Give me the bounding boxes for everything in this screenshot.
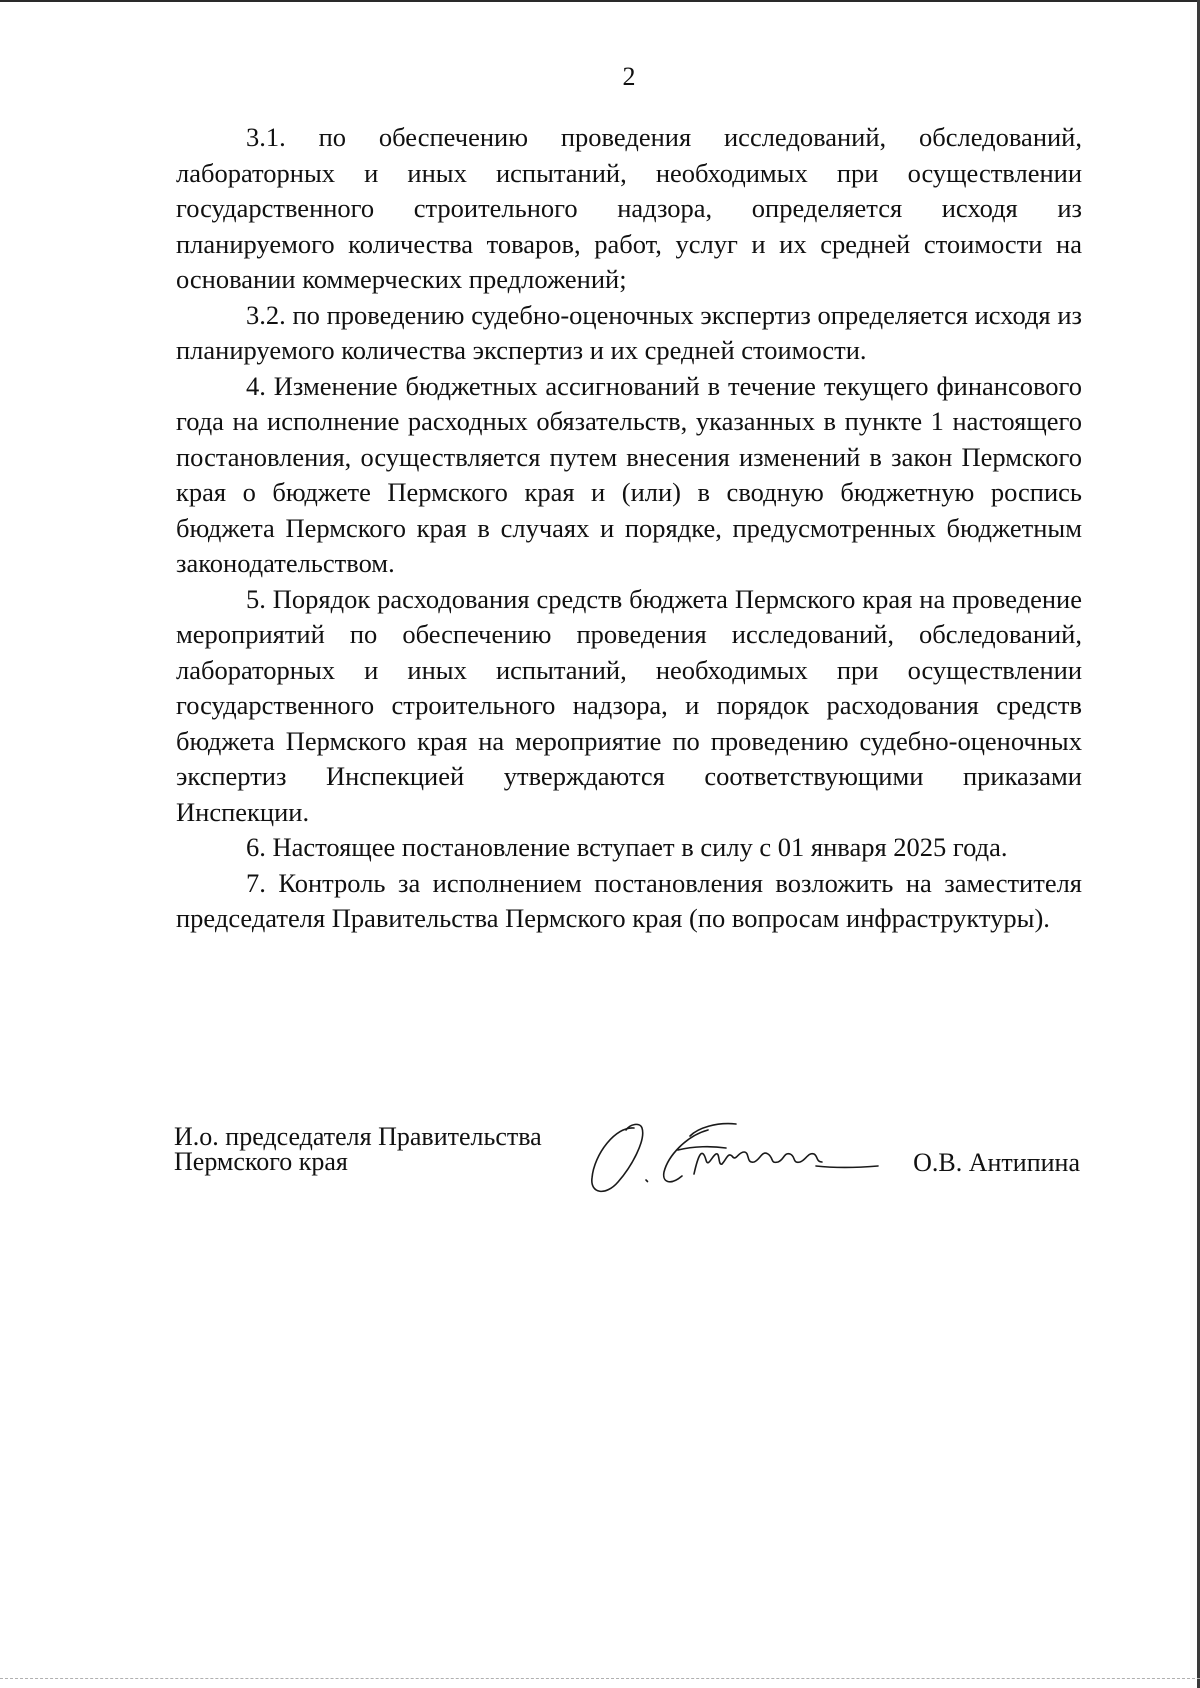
- paragraph-7: 7. Контроль за исполнением постановления возложить на заместителя председателя Правительства Пермского края (по вопросам инфраструктуры).: [176, 867, 1082, 933]
- paragraph-3-2: 3.2. по проведению судебно-оценочных экспертиз определяется исходя из планируемого количества экспертиз и их средней стоимости.: [176, 299, 1082, 365]
- signatory-title-line-2: Пермского края: [174, 1147, 348, 1176]
- signatory-title: [174, 1124, 594, 1174]
- paragraph-3-1: 3.1. по обеспечению проведения исследований, обследований, лабораторных и иных испытаний, необходимых при осуществлении государственного строительного надзора, определяется исходя из планируемого количества товаров, работ, услуг и их средней стоимости на основании коммерческих предложений;: [176, 122, 1082, 294]
- signatory-title-line-1: И.о. председателя Правительства: [174, 1122, 542, 1151]
- signature-block: [174, 1124, 1084, 1204]
- document-body: [176, 120, 1082, 937]
- paragraph-6: 6. Настоящее постановление вступает в силу с 01 января 2025 года.: [246, 832, 1008, 862]
- page-number: 2: [622, 62, 636, 91]
- signatory-name: О.В. Антипина: [913, 1148, 1080, 1177]
- scan-edge-bottom: [0, 1678, 1200, 1680]
- handwritten-signature-icon: [586, 1116, 886, 1198]
- paragraph-5: 5. Порядок расходования средств бюджета Пермского края на проведение мероприятий по обеспечению проведения исследований, обследований, лабораторных и иных испытаний, необходимых при осуществлении государственного строительного надзора, и порядок расходования средств бюджета Пермского края на мероприятие по проведению судебно-оценочных экспертиз Инспекцией утверждаются соответствующими приказами Инспекции.: [176, 583, 1082, 827]
- scan-edge-top: [0, 0, 1200, 2]
- paragraph-4: 4. Изменение бюджетных ассигнований в течение текущего финансового года на исполнение расходных обязательств, указанных в пункте 1 настоящего постановления, осуществляется путем внесения изменений в закон Пермского края о бюджете Пермского края и (или) в сводную бюджетную роспись бюджета Пермского края в случаях и порядке, предусмотренных бюджетным законодательством.: [176, 370, 1082, 578]
